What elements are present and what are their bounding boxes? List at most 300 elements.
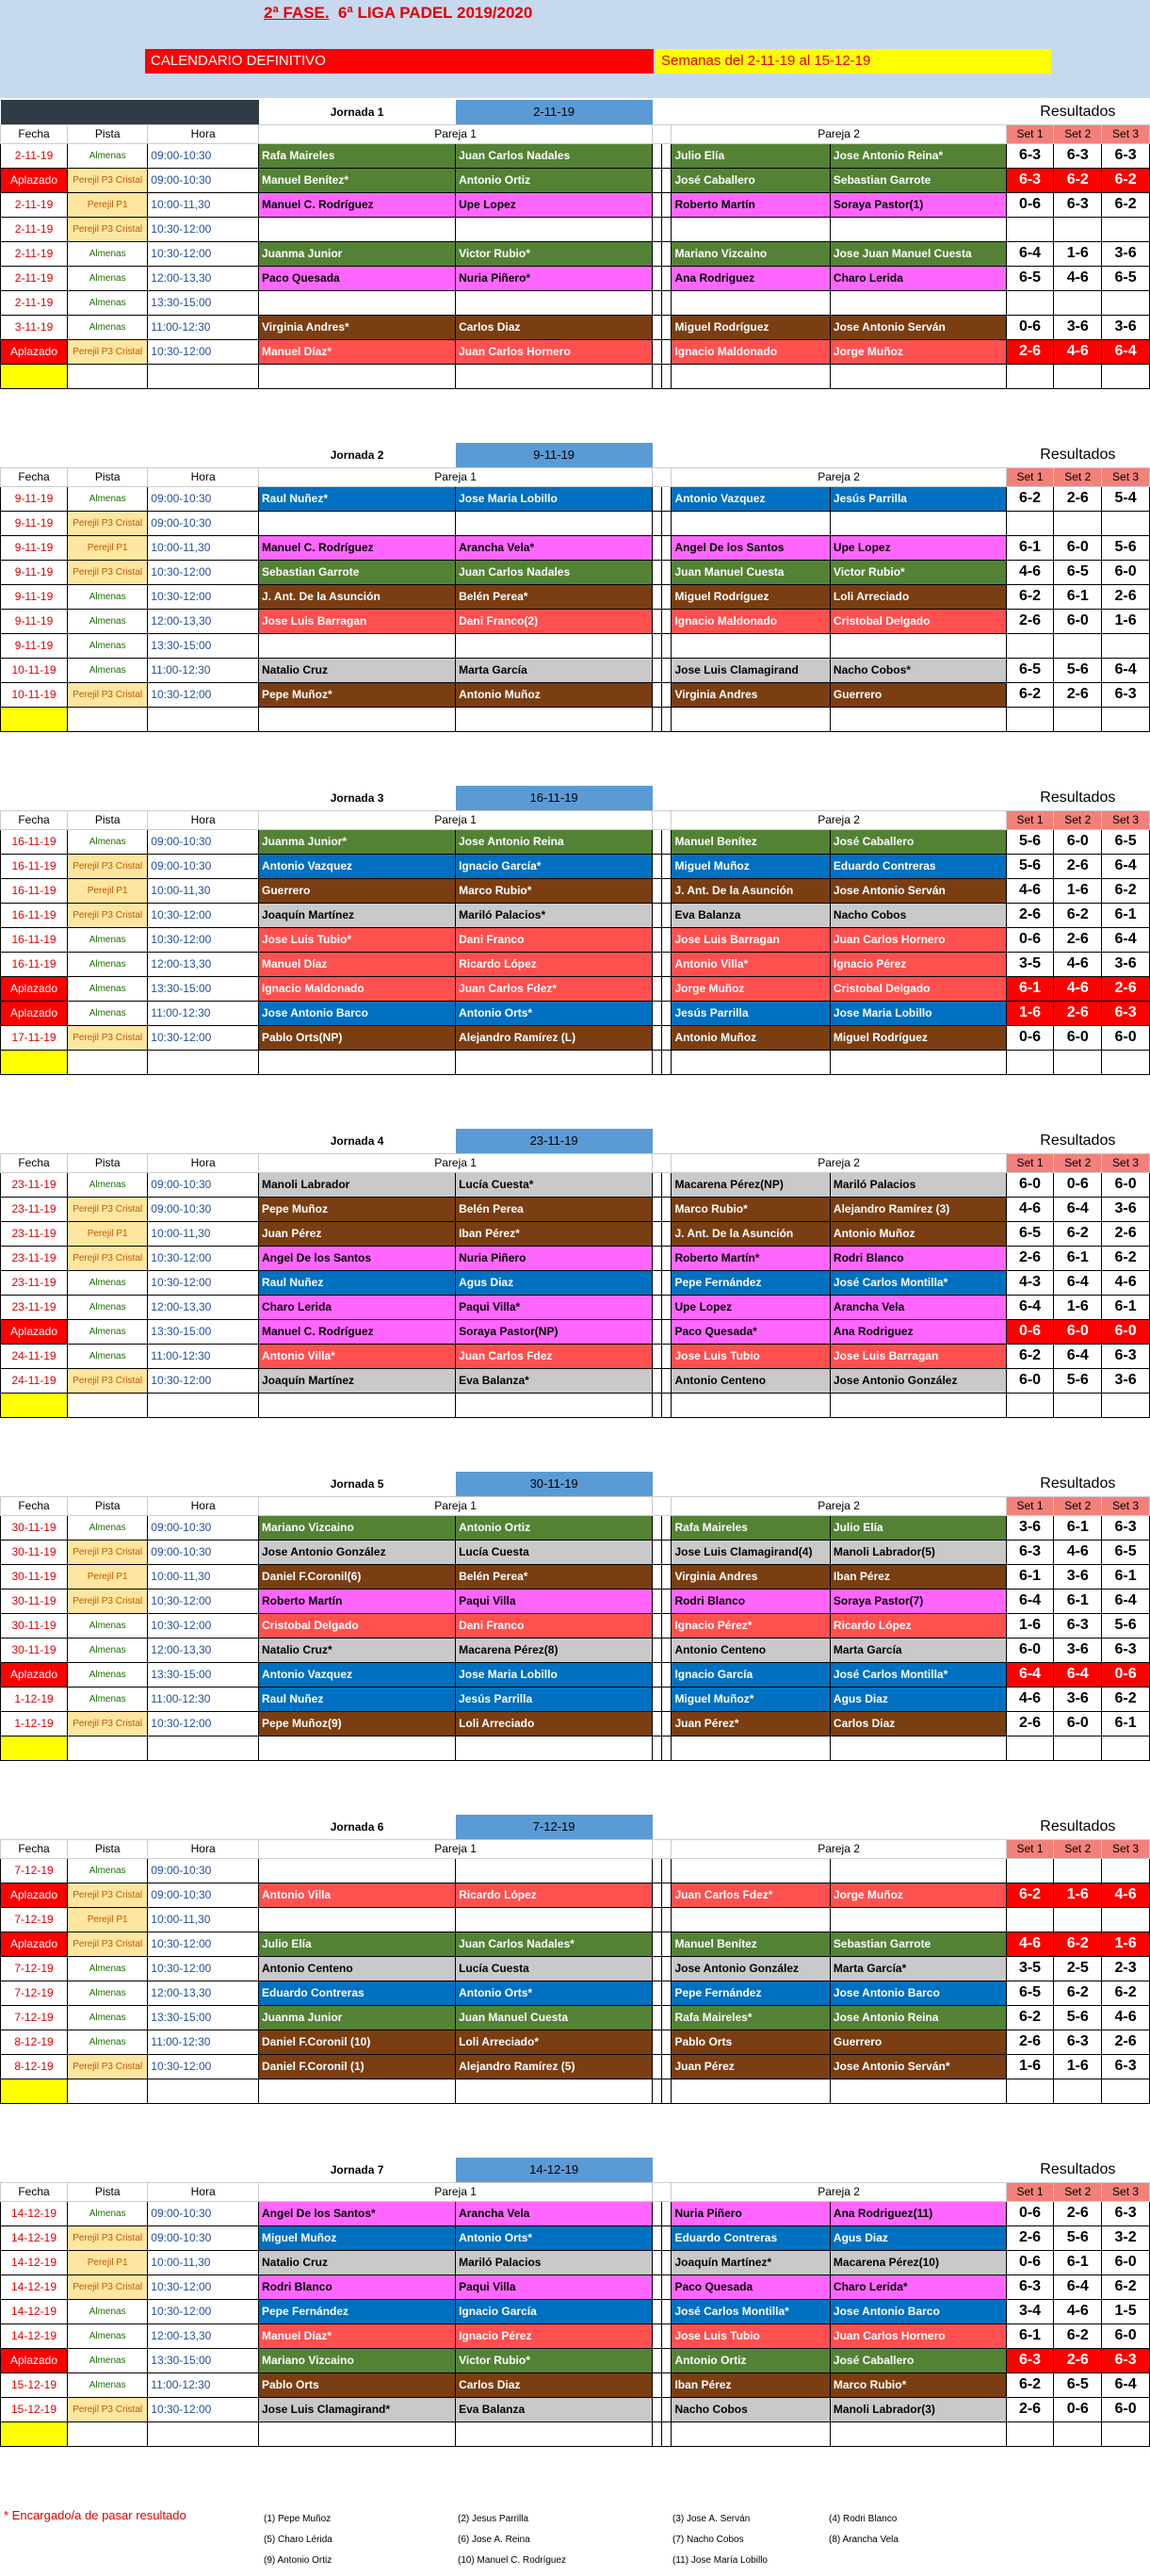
pareja2-player2: Cristobal Delgado xyxy=(830,609,1006,633)
pareja1-player1: Paco Quesada xyxy=(259,266,456,290)
pista-cell xyxy=(68,707,148,731)
col-set1: Set 1 xyxy=(1006,2182,1054,2201)
footnote: * Encargado/a de pasar resultado xyxy=(4,2508,186,2522)
pista-cell: Perejil P3 Cristal xyxy=(68,2054,148,2079)
set1-score: 6-4 xyxy=(1006,1589,1054,1613)
col-pareja1: Pareja 1 xyxy=(259,1839,653,1858)
jornada-table xyxy=(0,1815,1150,2104)
fecha-cell: Aplazado xyxy=(1,339,68,364)
match-row xyxy=(1,1687,1150,1711)
match-row xyxy=(1,1907,1150,1932)
pareja1-player1: Roberto Martín xyxy=(259,1589,456,1613)
pareja1-player1: Pepe Muñoz(9) xyxy=(259,1711,456,1736)
header-spacer xyxy=(1,786,259,810)
pareja1-player2: Jesús Parrilla xyxy=(456,1687,653,1711)
pareja2-player1: Virginia Andres xyxy=(672,682,830,707)
pareja2-player1: Eva Balanza xyxy=(672,903,830,927)
col-pareja1: Pareja 1 xyxy=(259,467,653,486)
pareja2-player2: Ana Rodriguez xyxy=(830,1319,1006,1344)
pareja2-player1: Manuel Benítez xyxy=(672,1932,830,1956)
set2-score: 6-1 xyxy=(1054,1246,1102,1270)
match-row xyxy=(1,829,1150,854)
col-hora: Hora xyxy=(148,124,259,143)
hora-cell xyxy=(148,2079,259,2103)
set1-score: 6-4 xyxy=(1006,241,1054,266)
jornada-date: 7-12-19 xyxy=(456,1815,653,1839)
pareja1-player1 xyxy=(259,2421,456,2446)
pareja2-player2: Jose Antonio Reina* xyxy=(830,143,1006,168)
set1-score: 6-5 xyxy=(1006,1981,1054,2005)
set1-score: 6-2 xyxy=(1006,1344,1054,1368)
pareja2-player1: Miguel Rodríguez xyxy=(672,584,830,609)
set1-score: 5-6 xyxy=(1006,854,1054,878)
legend-item: (6) Jose A. Reina xyxy=(458,2535,530,2545)
col-hora: Hora xyxy=(148,1839,259,1858)
pista-cell: Almenas xyxy=(68,658,148,682)
fecha-cell: 30-11-19 xyxy=(1,1638,68,1662)
pareja2-player2: Jose Antonio González xyxy=(830,1368,1006,1393)
set1-score: 6-2 xyxy=(1006,486,1054,511)
pareja1-player1: Natalio Cruz xyxy=(259,658,456,682)
pareja2-player1: Pepe Fernández xyxy=(672,1270,830,1295)
pareja2-player1: Antonio Vazquez xyxy=(672,486,830,511)
set2-score: 2-6 xyxy=(1054,1001,1102,1025)
pareja1-player1: Juanma Junior xyxy=(259,2005,456,2030)
pareja2-player1 xyxy=(672,633,830,658)
pareja2-player1: Antonio Centeno xyxy=(672,1368,830,1393)
match-row xyxy=(1,339,1150,364)
pareja1-player2: Eva Balanza* xyxy=(456,1368,653,1393)
match-row xyxy=(1,1001,1150,1025)
hora-cell: 12:00-13,30 xyxy=(148,609,259,633)
fecha-cell: 15-12-19 xyxy=(1,2397,68,2421)
hora-cell: 12:00-13,30 xyxy=(148,1981,259,2005)
set3-score: 6-2 xyxy=(1102,878,1150,903)
fecha-cell: 14-12-19 xyxy=(1,2225,68,2250)
pareja2-player1: Jose Luis Barragan xyxy=(672,927,830,952)
pareja2-player2: Manoli Labrador(5) xyxy=(830,1540,1006,1564)
pareja2-player2: Charo Lerida xyxy=(830,266,1006,290)
set2-score: 6-2 xyxy=(1054,2323,1102,2348)
col-set1: Set 1 xyxy=(1006,124,1054,143)
pareja2-player2: Guerrero xyxy=(830,2030,1006,2054)
pareja1-player2 xyxy=(456,364,653,388)
set1-score: 1-6 xyxy=(1006,1613,1054,1638)
set2-score: 6-4 xyxy=(1054,2274,1102,2299)
fecha-cell: 30-11-19 xyxy=(1,1515,68,1540)
pareja1-player2: Jose Antonio Reina xyxy=(456,829,653,854)
hora-cell: 10:30-12:00 xyxy=(148,560,259,584)
hora-cell: 09:00-10:30 xyxy=(148,1540,259,1564)
pareja2-player2: Macarena Pérez(10) xyxy=(830,2250,1006,2274)
set2-score: 5-6 xyxy=(1054,2225,1102,2250)
match-row xyxy=(1,1981,1150,2005)
legend-item: (9) Antonio Ortiz xyxy=(264,2555,332,2566)
pareja2-player1: Jorge Muñoz xyxy=(672,976,830,1001)
match-row xyxy=(1,1662,1150,1687)
set1-score: 6-2 xyxy=(1006,584,1054,609)
pareja1-player1: J. Ant. De la Asunción xyxy=(259,584,456,609)
set2-score: 1-6 xyxy=(1054,241,1102,266)
fecha-cell: 9-11-19 xyxy=(1,609,68,633)
match-row xyxy=(1,217,1150,241)
set3-score xyxy=(1102,633,1150,658)
col-set1: Set 1 xyxy=(1006,1153,1054,1172)
pareja2-player2: Ana Rodriguez(11) xyxy=(830,2201,1006,2225)
set2-score: 0-6 xyxy=(1054,1172,1102,1197)
pista-cell: Almenas xyxy=(68,976,148,1001)
pareja2-player2: Nacho Cobos* xyxy=(830,658,1006,682)
pareja2-player2: Jose Antonio Reina xyxy=(830,2005,1006,2030)
pareja1-player2: Victor Rubio* xyxy=(456,241,653,266)
pista-cell: Perejil P3 Cristal xyxy=(68,854,148,878)
hora-cell: 10:30-12:00 xyxy=(148,682,259,707)
jornada-table xyxy=(0,2158,1150,2447)
pista-cell: Almenas xyxy=(68,1662,148,1687)
set3-score: 0-6 xyxy=(1102,1662,1150,1687)
fecha-cell: 14-12-19 xyxy=(1,2299,68,2323)
set2-score: 6-0 xyxy=(1054,1319,1102,1344)
pareja1-player2: Alejandro Ramírez (5) xyxy=(456,2054,653,2079)
set2-score: 4-6 xyxy=(1054,952,1102,976)
set1-score: 2-6 xyxy=(1006,2030,1054,2054)
set3-score: 1-5 xyxy=(1102,2299,1150,2323)
pareja1-player2: Belén Perea* xyxy=(456,584,653,609)
match-row xyxy=(1,658,1150,682)
match-row xyxy=(1,1858,1150,1883)
set3-score xyxy=(1102,1858,1150,1883)
legend-item: (8) Arancha Vela xyxy=(829,2535,899,2545)
match-row xyxy=(1,1368,1150,1393)
pareja1-player2: Antonio Orts* xyxy=(456,1001,653,1025)
set3-score: 6-2 xyxy=(1102,192,1150,217)
pareja2-player2: José Carlos Montilla* xyxy=(830,1662,1006,1687)
fecha-cell xyxy=(1,707,68,731)
set3-score: 6-2 xyxy=(1102,1687,1150,1711)
set3-score: 2-6 xyxy=(1102,976,1150,1001)
pareja1-player2 xyxy=(456,1736,653,1760)
set1-score: 1-6 xyxy=(1006,1001,1054,1025)
pista-cell xyxy=(68,364,148,388)
pareja1-player1: Natalio Cruz xyxy=(259,2250,456,2274)
pista-cell: Perejil P3 Cristal xyxy=(68,217,148,241)
set1-score: 0-6 xyxy=(1006,1025,1054,1050)
set3-score: 6-2 xyxy=(1102,2274,1150,2299)
pareja2-player1: Angel De los Santos xyxy=(672,535,830,560)
hora-cell: 12:00-13,30 xyxy=(148,2323,259,2348)
pista-cell: Almenas xyxy=(68,584,148,609)
set1-score: 6-5 xyxy=(1006,266,1054,290)
pareja2-player1 xyxy=(672,1736,830,1760)
set1-score: 4-6 xyxy=(1006,1687,1054,1711)
fecha-cell: 23-11-19 xyxy=(1,1221,68,1246)
pareja2-player1: J. Ant. De la Asunción xyxy=(672,878,830,903)
fecha-cell: 7-12-19 xyxy=(1,1981,68,2005)
pareja1-player1: Pepe Muñoz* xyxy=(259,682,456,707)
fecha-cell: 2-11-19 xyxy=(1,192,68,217)
set2-score: 6-4 xyxy=(1054,1344,1102,1368)
pista-cell: Perejil P3 Cristal xyxy=(68,2225,148,2250)
pareja1-player2: Dani Franco(2) xyxy=(456,609,653,633)
set3-score: 6-3 xyxy=(1102,2201,1150,2225)
hora-cell: 10:30-12:00 xyxy=(148,2299,259,2323)
set1-score: 6-2 xyxy=(1006,682,1054,707)
col-set2: Set 2 xyxy=(1054,1153,1102,1172)
pareja1-player2 xyxy=(456,707,653,731)
fecha-cell: 23-11-19 xyxy=(1,1197,68,1221)
col-set3: Set 3 xyxy=(1102,1153,1150,1172)
set2-score: 6-4 xyxy=(1054,1197,1102,1221)
fecha-cell xyxy=(1,2421,68,2446)
col-fecha: Fecha xyxy=(1,124,68,143)
pareja2-player2 xyxy=(830,290,1006,315)
fecha-cell: 9-11-19 xyxy=(1,486,68,511)
set3-score: 6-0 xyxy=(1102,1172,1150,1197)
pareja2-player2: Arancha Vela xyxy=(830,1295,1006,1319)
pareja1-player2: Lucía Cuesta xyxy=(456,1540,653,1564)
fecha-cell: 24-11-19 xyxy=(1,1344,68,1368)
pareja2-player2: Rodri Blanco xyxy=(830,1246,1006,1270)
pareja2-player2: Loli Arreciado xyxy=(830,584,1006,609)
pareja1-player2: Juan Carlos Nadales xyxy=(456,560,653,584)
pista-cell: Almenas xyxy=(68,1295,148,1319)
match-row xyxy=(1,1221,1150,1246)
pareja1-player1 xyxy=(259,633,456,658)
hora-cell: 11:00-12:30 xyxy=(148,2372,259,2397)
set3-score: 1-6 xyxy=(1102,1932,1150,1956)
pareja2-player2: Jorge Muñoz xyxy=(830,339,1006,364)
hora-cell: 13:30-15:00 xyxy=(148,1662,259,1687)
hora-cell: 11:00-12:30 xyxy=(148,2030,259,2054)
set3-score: 6-5 xyxy=(1102,266,1150,290)
hora-cell: 10:30-12:00 xyxy=(148,1613,259,1638)
pareja1-player2: Macarena Pérez(8) xyxy=(456,1638,653,1662)
pareja1-player2: Paqui Villa xyxy=(456,1589,653,1613)
jornada-name: Jornada 1 xyxy=(330,105,384,119)
pareja2-player1: Julio Elía xyxy=(672,143,830,168)
fecha-cell: 16-11-19 xyxy=(1,927,68,952)
pareja1-player2: Lucía Cuesta xyxy=(456,1956,653,1981)
set1-score: 2-6 xyxy=(1006,2225,1054,2250)
pareja1-player1: Angel De los Santos xyxy=(259,1246,456,1270)
set1-score: 6-2 xyxy=(1006,2005,1054,2030)
pista-cell: Almenas xyxy=(68,1001,148,1025)
pareja1-player2: Lucía Cuesta* xyxy=(456,1172,653,1197)
fecha-cell: Aplazado xyxy=(1,1883,68,1907)
match-row xyxy=(1,1564,1150,1589)
set2-score: 6-2 xyxy=(1054,168,1102,192)
pareja2-player1: J. Ant. De la Asunción xyxy=(672,1221,830,1246)
fecha-cell: Aplazado xyxy=(1,1932,68,1956)
set2-score: 6-0 xyxy=(1054,535,1102,560)
hora-cell: 09:00-10:30 xyxy=(148,168,259,192)
pareja2-player1: Ignacio García xyxy=(672,1662,830,1687)
pareja1-player2: Antonio Ortiz xyxy=(456,1515,653,1540)
pista-cell: Almenas xyxy=(68,2348,148,2372)
set3-score: 6-3 xyxy=(1102,1638,1150,1662)
pareja1-player2: Belén Perea* xyxy=(456,1564,653,1589)
pista-cell: Almenas xyxy=(68,2005,148,2030)
pareja2-player2: Alejandro Ramírez (3) xyxy=(830,1197,1006,1221)
set1-score: 3-5 xyxy=(1006,1956,1054,1981)
pareja2-player2 xyxy=(830,633,1006,658)
set2-score xyxy=(1054,1393,1102,1417)
resultados-label: Resultados xyxy=(1040,103,1116,120)
set2-score: 6-3 xyxy=(1054,192,1102,217)
set1-score xyxy=(1006,2079,1054,2103)
pareja1-player1: Manuel C. Rodríguez xyxy=(259,192,456,217)
pareja2-player1: Antonio Muñoz xyxy=(672,1025,830,1050)
match-row xyxy=(1,682,1150,707)
hora-cell: 09:00-10:30 xyxy=(148,143,259,168)
pareja1-player1: Juanma Junior xyxy=(259,241,456,266)
fecha-cell: 16-11-19 xyxy=(1,878,68,903)
pareja2-player1: Miguel Muñoz* xyxy=(672,1687,830,1711)
pareja2-player2: Cristobal Delgado xyxy=(830,976,1006,1001)
match-row xyxy=(1,1393,1150,1417)
pareja2-player1: Jose Luis Tubio xyxy=(672,1344,830,1368)
pista-cell: Perejil P1 xyxy=(68,1564,148,1589)
pareja2-player1: Eduardo Contreras xyxy=(672,2225,830,2250)
match-row xyxy=(1,1711,1150,1736)
pareja1-player1: Jose Antonio Barco xyxy=(259,1001,456,1025)
fecha-cell: 2-11-19 xyxy=(1,266,68,290)
pareja2-player1: Joaquín Martínez* xyxy=(672,2250,830,2274)
match-row xyxy=(1,1932,1150,1956)
hora-cell: 09:00-10:30 xyxy=(148,1515,259,1540)
set2-score: 2-5 xyxy=(1054,1956,1102,1981)
fecha-cell: 16-11-19 xyxy=(1,952,68,976)
set2-score: 6-0 xyxy=(1054,1025,1102,1050)
pareja1-player1: Miguel Muñoz xyxy=(259,2225,456,2250)
pista-cell: Perejil P3 Cristal xyxy=(68,168,148,192)
pista-cell: Almenas xyxy=(68,1172,148,1197)
set2-score xyxy=(1054,1858,1102,1883)
resultados-label: Resultados xyxy=(1040,1818,1116,1834)
pareja1-player2: Antonio Orts* xyxy=(456,1981,653,2005)
pareja2-player1: Ignacio Pérez* xyxy=(672,1613,830,1638)
set3-score: 6-1 xyxy=(1102,903,1150,927)
pareja2-player2: Jose Maria Lobillo xyxy=(830,1001,1006,1025)
fecha-cell xyxy=(1,364,68,388)
pista-cell: Perejil P3 Cristal xyxy=(68,1025,148,1050)
set3-score xyxy=(1102,2421,1150,2446)
fecha-cell: 10-11-19 xyxy=(1,658,68,682)
pareja2-player2 xyxy=(830,364,1006,388)
hora-cell: 09:00-10:30 xyxy=(148,1883,259,1907)
set2-score: 6-2 xyxy=(1054,1981,1102,2005)
pareja2-player1 xyxy=(672,1050,830,1074)
pareja1-player2: Paqui Villa xyxy=(456,2274,653,2299)
match-row xyxy=(1,1883,1150,1907)
set3-score xyxy=(1102,1736,1150,1760)
col-set2: Set 2 xyxy=(1054,124,1102,143)
col-pareja1: Pareja 1 xyxy=(259,2182,653,2201)
match-row xyxy=(1,584,1150,609)
pareja2-player1: Virginia Andres xyxy=(672,1564,830,1589)
set2-score: 3-6 xyxy=(1054,1687,1102,1711)
pareja2-player1: Rafa Maireles* xyxy=(672,2005,830,2030)
col-set3: Set 3 xyxy=(1102,2182,1150,2201)
set1-score: 6-3 xyxy=(1006,143,1054,168)
pareja1-player1: Jose Luis Barragan xyxy=(259,609,456,633)
pista-cell: Almenas xyxy=(68,952,148,976)
pista-cell: Perejil P3 Cristal xyxy=(68,903,148,927)
pareja1-player2 xyxy=(456,1050,653,1074)
pareja1-player2: Iban Pérez* xyxy=(456,1221,653,1246)
pareja1-player1: Raul Nuñez* xyxy=(259,486,456,511)
legend-item: (4) Rodri Blanco xyxy=(829,2514,898,2524)
set2-score: 6-3 xyxy=(1054,1613,1102,1638)
pista-cell: Almenas xyxy=(68,927,148,952)
header-spacer xyxy=(1,2158,259,2182)
hora-cell xyxy=(148,1736,259,1760)
pareja2-player2: Jose Antonio Serván xyxy=(830,878,1006,903)
pareja2-player1 xyxy=(672,217,830,241)
header-spacer xyxy=(1,1129,259,1153)
hora-cell: 10:30-12:00 xyxy=(148,1270,259,1295)
set2-score: 1-6 xyxy=(1054,2054,1102,2079)
col-set2: Set 2 xyxy=(1054,2182,1102,2201)
set1-score xyxy=(1006,1736,1054,1760)
set3-score: 6-3 xyxy=(1102,143,1150,168)
jornada-date: 30-11-19 xyxy=(456,1472,653,1496)
pareja2-player2 xyxy=(830,217,1006,241)
pareja1-player2: Jose Maria Lobillo xyxy=(456,1662,653,1687)
pista-cell: Perejil P1 xyxy=(68,535,148,560)
hora-cell: 10:30-12:00 xyxy=(148,1368,259,1393)
pareja2-player1 xyxy=(672,707,830,731)
jornada-table xyxy=(0,1129,1150,1418)
header-spacer xyxy=(1,1815,259,1839)
pista-cell: Almenas xyxy=(68,315,148,339)
resultados-label: Resultados xyxy=(1040,446,1116,463)
hora-cell: 09:00-10:30 xyxy=(148,1172,259,1197)
pareja1-player1: Guerrero xyxy=(259,878,456,903)
pareja2-player1 xyxy=(672,290,830,315)
hora-cell: 13:30-15:00 xyxy=(148,976,259,1001)
pareja2-player1: Macarena Pérez(NP) xyxy=(672,1172,830,1197)
set2-score: 0-6 xyxy=(1054,2397,1102,2421)
pareja1-player2: Carlos Diaz xyxy=(456,2372,653,2397)
pareja2-player1: Juan Carlos Fdez* xyxy=(672,1883,830,1907)
fecha-cell: 14-12-19 xyxy=(1,2250,68,2274)
set1-score: 6-2 xyxy=(1006,2372,1054,2397)
col-hora: Hora xyxy=(148,2182,259,2201)
set2-score xyxy=(1054,1736,1102,1760)
set3-score: 6-3 xyxy=(1102,2054,1150,2079)
set3-score: 4-6 xyxy=(1102,1270,1150,1295)
pareja2-player2: Marta García* xyxy=(830,1956,1006,1981)
hora-cell: 10:30-12:00 xyxy=(148,1956,259,1981)
hora-cell: 10:00-11,30 xyxy=(148,1221,259,1246)
set2-score: 6-1 xyxy=(1054,1515,1102,1540)
pista-cell: Almenas xyxy=(68,1613,148,1638)
set1-score: 2-6 xyxy=(1006,1246,1054,1270)
pareja1-player1: Ignacio Maldonado xyxy=(259,976,456,1001)
pista-cell: Almenas xyxy=(68,1638,148,1662)
hora-cell: 09:00-10:30 xyxy=(148,2225,259,2250)
pareja1-player1: Pablo Orts(NP) xyxy=(259,1025,456,1050)
hora-cell: 11:00-12:30 xyxy=(148,315,259,339)
jornada-block xyxy=(0,443,1150,732)
jornada-block xyxy=(0,786,1150,1075)
set2-score xyxy=(1054,633,1102,658)
fecha-cell: 7-12-19 xyxy=(1,2005,68,2030)
fecha-cell: 23-11-19 xyxy=(1,1246,68,1270)
set3-score: 6-5 xyxy=(1102,1540,1150,1564)
pareja1-player2: Arancha Vela xyxy=(456,2201,653,2225)
